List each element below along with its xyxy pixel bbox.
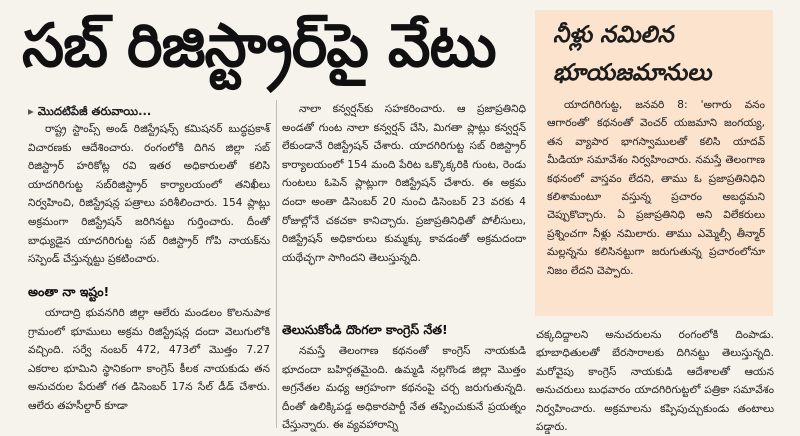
column-3-paragraph: చక్కదిద్దాలని అనుచరులను రంగంలోకి దింపాడు. భూబాధితులతో బేరసారాలకు దిగినట్టు తెలుస్తున్నది. మరోవైపు కాంగ్రెస్‌ నాయకుడి ఆదేశాలతో ఆయన అనుచరులు బుధవారం యాదగిరిగుట్టలో పత్రికా సమావేశం నిర్వహించారు. అక్రమాలను కప్పిపుచ్చుకుండు తంటాలు పడ్డారు. — [536, 329, 774, 434]
column-1-top — [28, 120, 270, 282]
sidebar-box — [535, 10, 773, 316]
column-1-paragraph-2: యాదాద్రి భువనగిరి జిల్లా ఆలేరు మండలం కొలనుపాక గ్రామంలో భూములు అక్రమ రిజిస్ట్రేషన్ల దందా వెలుగులోకి వచ్చింది. సర్వే నంబర్‌ 472, 473లో మొత్తం 7.27 ఎకరాల భూమిని స్థానికంగా కాంగ్రెస్‌ కీలక నాయకుడు తన అనుచరుల పేరుతో గత డిసెంబర్‌ 17న సేల్‌ డీడ్‌ చేశారు. ఆలేరు తహసీల్దార్‌ కూడా — [28, 307, 270, 412]
column-2-top — [282, 100, 526, 318]
column-1-paragraph-1: రాష్ట్ర స్టాంప్స్‌ అండ్‌ రిజిస్ట్రేషన్స్‌ కమిషనర్‌ బుద్ధప్రకాశ్‌ విచారణకు ఆదేశించారు. రంగంలోకి దిగిన జిల్లా సబ్‌ రిజిస్ట్రార్‌ హరికోట్ల రవి ఇతర అధికారులతో కలిసి యాదగిరిగుట్ట సబ్‌రిజిస్ట్రార్‌ కార్యాలయంలో తనిఖీలు నిర్వహించి, రిజిస్ట్రేషన్ల పత్రాలు పరిశీలించారు. 154 ప్లాట్లు అక్రమంగా రిజిస్ట్రేషన్‌ జరిగినట్టు గుర్తించారు. దీంతో బాధ్యుడైన యాదగిరిగుట్ట సబ్‌ రిజిస్ట్రార్‌ గోపి నాయక్‌ను సస్పెండ్‌ చేస్తున్నట్టు ప్రకటించారు. — [28, 123, 270, 266]
column-2-paragraph-1: నాలా కన్వర్షన్‌కు సహకరించారు. ఆ ప్రజాప్రతినిధి అండతో గుంట నాలా కన్వర్షన్‌ చేసి, మిగతా ప్లాట్లు కన్వర్షన్‌ లేకుండానే రిజిస్ట్రేషన్‌ చేశారు. యాదగిరిగుట్ట సబ్‌ రిజిస్ట్రార్‌ కార్యాలయంలో 154 మంది పేరిట ఒక్కొక్కరికి గుంట, రెండు గుంటలు ఓపెన్‌ ప్లాట్లుగా రిజిస్ట్రేషన్‌ చేశారు. ఈ అక్రమ దందా అంతా డిసెంబర్‌ 20 నుంచి డిసెంబర్‌ 23 వరకు 4 రోజుల్లోనే చకచకా కానిచ్చారు. ప్రజాప్రతినిధితో పోలీసులు, రిజిస్ట్రేషన్‌ అధికారులు కుమ్మక్కు కావడంతో అక్రమదందా యథేచ్ఛగా సాగిందని తెలుస్తున్నది. — [282, 103, 526, 264]
sidebar-body — [547, 96, 765, 310]
continuation-byline — [28, 103, 248, 119]
sidebar-title: నీళ్లు నమిలిన భూయజమానులు — [553, 21, 712, 86]
column-divider-1 — [276, 100, 277, 428]
sidebar-paragraph: యాదగిరిగుట్ట, జనవరి 8: 'అగారు వనం ఆగారంతో' కథనంతో వెంచర్‌ యజమాని జంగయ్య, తన వ్యాపార భాగస్వాములతో కలిసి యాదవ్‌ మీడియా సమావేశం నిర్వహించారు. నమస్తే తెలంగాణ కథనంలో వాస్తవం లేదని, తాము ఓ ప్రజాప్రతినిధిని కలిశామంటూ వస్తున్న ప్రచారం అబద్ధమని చెప్పుకొచ్చారు. ఏ ప్రజాప్రతినిధి అని విలేకరులు ప్రశ్నించగా నీళ్లు నమిలారు. తాము ఎమ్మెల్సీ తీన్మార్‌ మల్లన్నను కలిసినట్టుగా జరుగుతున్న ప్రచారంలోనూ నిజం లేదని చెప్పారు. — [547, 99, 765, 277]
column-2-paragraph-2: నమస్తే తెలంగాణ కథనంతో కాంగ్రెస్‌ నాయకుడి భూదందా బహిర్గతమైంది. ఉమ్మడి నల్లగొండ జిల్లా మొత్తం అగ్రనేతల మధ్య ఆగ్రహంగా కథనంపై చర్చ జరుగుతున్నది. దీంతో ఉలిక్కిపడ్డ అధికారపార్టీ నేత తప్పించుకునే ప్రయత్నం చేస్తున్నారు. ఈ వ్యవహారాన్ని — [282, 345, 526, 432]
headline: సబ్‌ రిజిస్ట్రార్‌పై వేటు — [22, 11, 496, 81]
chevron-right-icon: ▸ — [28, 104, 34, 118]
subhead-1: అంతా నా ఇష్టం! — [28, 284, 110, 299]
byline-text: మొదటిపేజీ తరువాయి... — [37, 104, 152, 118]
column-2-bottom — [282, 342, 526, 432]
column-3-bottom — [536, 326, 774, 434]
column-1-bottom — [28, 304, 270, 428]
subhead-2: తెలుసుకోండి దొంగలా కాంగ్రెస్‌ నేత! — [282, 322, 448, 337]
